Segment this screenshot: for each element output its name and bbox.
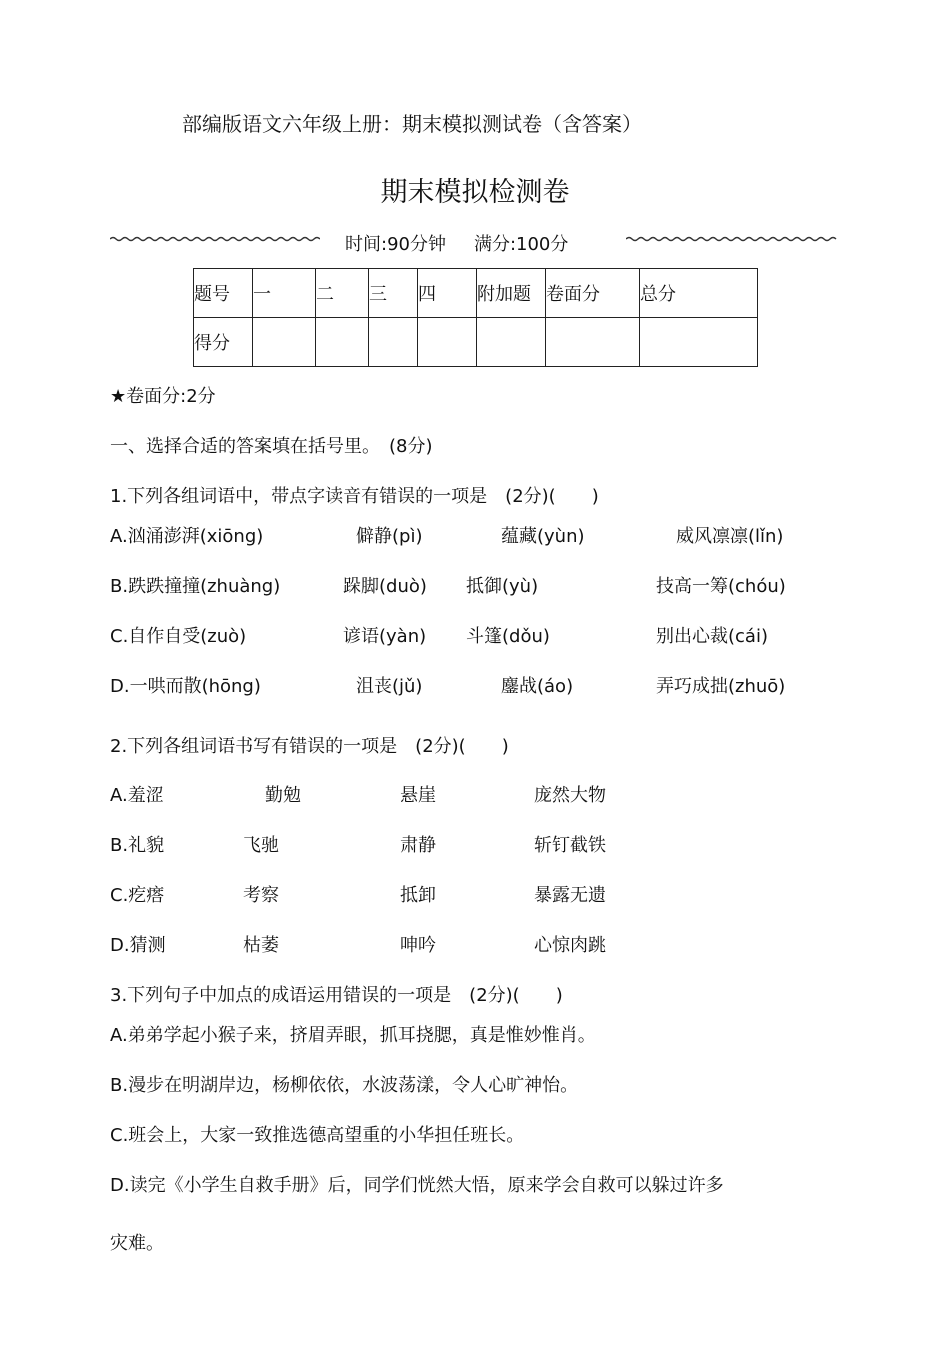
q1-option-b-1: B.跌跌撞撞(zhuàng) [110, 576, 281, 597]
q2-option-b-2: 飞驰 [243, 835, 279, 856]
q1-option-d-3: 鏖战(áo) [501, 676, 574, 697]
time-limit: 时间:90分钟 [345, 234, 446, 255]
q1-option-a-2: 僻静(pì) [356, 526, 423, 547]
full-score: 满分:100分 [473, 234, 569, 255]
q1-option-c-3: 斗篷(dǒu) [466, 626, 550, 647]
score-header-cell: 二 [316, 269, 369, 318]
q2-option-a-1: A.羞涩 [110, 785, 164, 806]
q1-option-d-2: 沮丧(jǔ) [356, 676, 423, 697]
document-title: 部编版语文六年级上册：期末模拟测试卷（含答案） [182, 112, 642, 136]
q1-option-a-3: 蕴藏(yùn) [501, 526, 585, 547]
q1-option-a-1: A.汹涌澎湃(xiōng) [110, 526, 264, 547]
q2-option-a-4: 庞然大物 [534, 785, 606, 806]
q2-option-a-3: 悬崖 [400, 785, 436, 806]
score-table-score-row [194, 318, 758, 367]
q1-option-b-3: 抵御(yù) [466, 576, 539, 597]
score-input-cell[interactable] [640, 318, 758, 367]
q3-option-d-continued: 灾难。 [110, 1233, 164, 1254]
q2-option-d-4: 心惊肉跳 [534, 935, 606, 956]
score-table [193, 268, 758, 367]
time-score-line [345, 230, 568, 256]
score-input-cell[interactable] [316, 318, 369, 367]
question-2-stem: 2.下列各组词语书写有错误的一项是 (2分)( ) [110, 736, 509, 757]
q3-option-a: A.弟弟学起小猴子来，挤眉弄眼，抓耳挠腮，真是惟妙惟肖。 [110, 1025, 596, 1046]
q2-option-b-3: 肃静 [400, 835, 436, 856]
question-3-stem: 3.下列句子中加点的成语运用错误的一项是 (2分)( ) [110, 985, 563, 1006]
score-header-cell: 题号 [194, 269, 253, 318]
q2-option-d-2: 枯萎 [243, 935, 279, 956]
q3-option-c: C.班会上，大家一致推选德高望重的小华担任班长。 [110, 1125, 525, 1146]
q3-option-d: D.读完《小学生自救手册》后，同学们恍然大悟，原来学会自救可以躲过许多 [110, 1175, 724, 1196]
score-table-header-row [194, 269, 758, 318]
score-header-cell: 一 [253, 269, 316, 318]
exam-title: 期末模拟检测卷 [380, 177, 570, 208]
q1-option-c-2: 谚语(yàn) [343, 626, 427, 647]
q2-option-a-2: 勤勉 [265, 785, 301, 806]
decorative-wave-left [110, 236, 320, 242]
question-1-stem: 1.下列各组词语中，带点字读音有错误的一项是 (2分)( ) [110, 486, 599, 507]
q1-option-d-4: 弄巧成拙(zhuō) [656, 676, 786, 697]
decorative-wave-right [626, 236, 838, 242]
score-header-cell: 三 [369, 269, 418, 318]
q2-option-c-2: 考察 [243, 885, 279, 906]
score-input-cell[interactable] [418, 318, 477, 367]
q2-option-c-4: 暴露无遗 [534, 885, 606, 906]
q2-option-c-1: C.疙瘩 [110, 885, 165, 906]
neatness-score-note: ★卷面分:2分 [110, 386, 216, 407]
q2-option-c-3: 抵卸 [400, 885, 436, 906]
q2-option-d-3: 呻吟 [400, 935, 436, 956]
q2-option-b-4: 斩钉截铁 [534, 835, 606, 856]
score-input-cell[interactable] [477, 318, 546, 367]
score-header-cell: 总分 [640, 269, 758, 318]
score-header-cell: 附加题 [477, 269, 546, 318]
q1-option-c-4: 别出心裁(cái) [656, 626, 768, 647]
q1-option-c-1: C.自作自受(zuò) [110, 626, 247, 647]
score-input-cell[interactable] [253, 318, 316, 367]
score-header-cell: 四 [418, 269, 477, 318]
q1-option-b-2: 跺脚(duò) [343, 576, 427, 597]
score-input-cell[interactable] [369, 318, 418, 367]
q2-option-b-1: B.礼貌 [110, 835, 165, 856]
q1-option-b-4: 技高一筹(chóu) [656, 576, 786, 597]
q2-option-d-1: D.猜测 [110, 935, 166, 956]
score-input-cell[interactable] [546, 318, 640, 367]
section-1-heading: 一、选择合适的答案填在括号里。 (8分) [110, 436, 433, 457]
q1-option-a-4: 威风凛凛(lǐn) [676, 526, 784, 547]
score-row-label: 得分 [194, 318, 253, 367]
q1-option-d-1: D.一哄而散(hōng) [110, 676, 261, 697]
score-header-cell: 卷面分 [546, 269, 640, 318]
q3-option-b: B.漫步在明湖岸边，杨柳依依，水波荡漾，令人心旷神怡。 [110, 1075, 579, 1096]
